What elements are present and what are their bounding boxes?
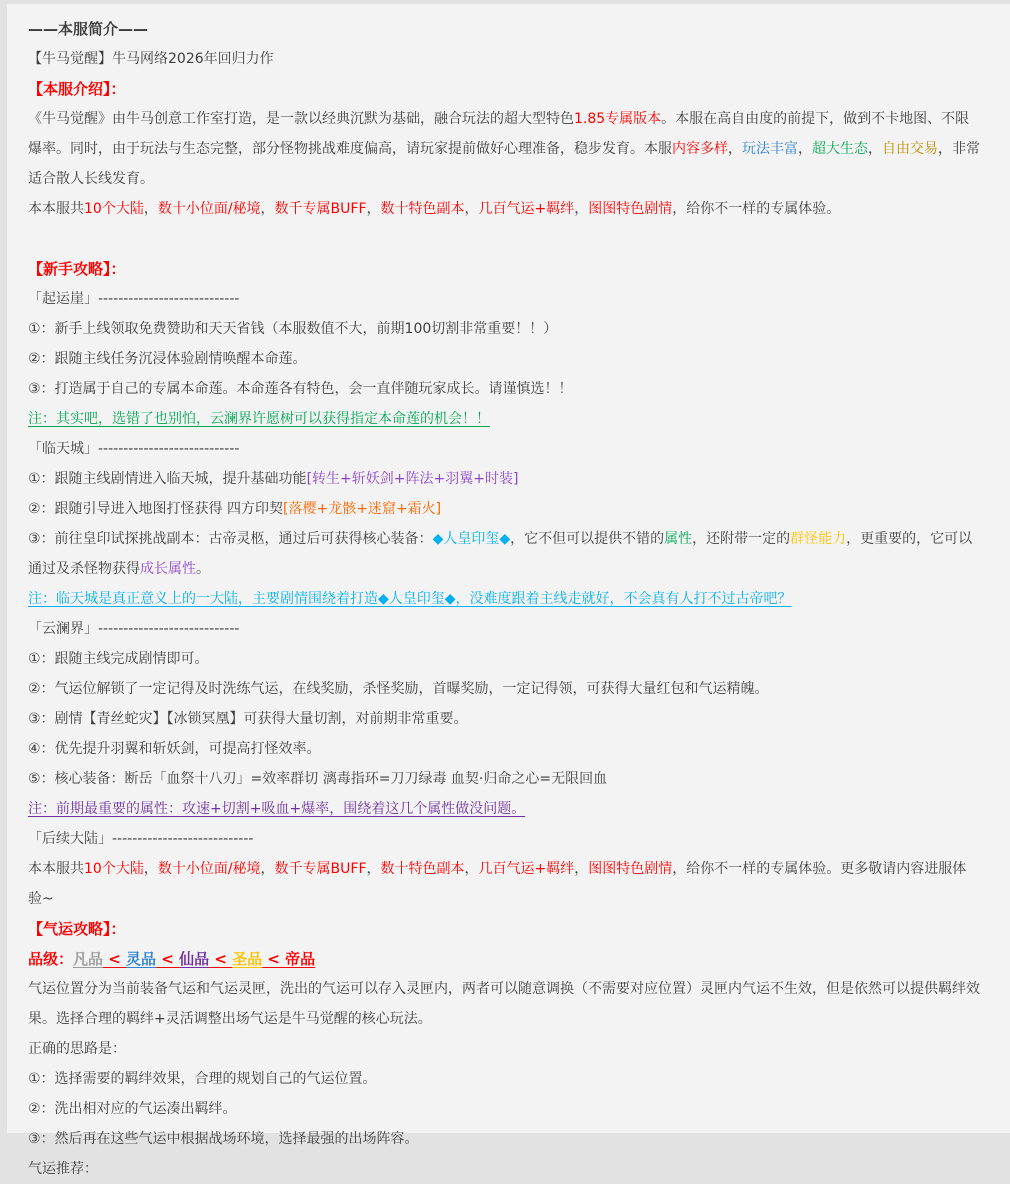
features-line-2-seg: ， [144, 861, 158, 877]
step-yunlanjie-1 [28, 644, 980, 674]
intro-paragraph-seg: 《牛马觉醒》由牛马创意工作室打造，是一款以经典沉默为基础，融合玩法的超大型特色 [28, 111, 574, 127]
luck-recommend-line-seg: 气运推荐： [28, 1161, 98, 1177]
grade-line-seg: < [103, 950, 126, 968]
grade-line-seg: 帝品 [285, 950, 315, 968]
luck-recommend-line [28, 1154, 980, 1184]
step-yunlanjie-2 [28, 674, 980, 704]
heading-server-intro [28, 74, 980, 104]
step-lintiancheng-1 [28, 464, 980, 494]
features-line-seg: ， [574, 201, 588, 217]
features-line-seg: 10个大陆 [84, 201, 144, 217]
step-yunlanjie-1-seg: ①：跟随主线完成剧情即可。 [28, 651, 209, 667]
features-line-2-seg: ， [465, 861, 479, 877]
note-attributes [28, 794, 980, 824]
heading-luck-guide-seg: 【气运攻略】： [28, 920, 126, 938]
step-qiyunya-1-seg: ①：新手上线领取免费赞助和天天省钱（本服数值不大，前期100切割非常重要！！） [28, 321, 557, 337]
heading-newbie-guide [28, 254, 980, 284]
subsection-houxudalu [28, 824, 980, 854]
subsection-houxudalu-seg: 「后续大陆」---------------------------- [28, 831, 253, 847]
step-lintiancheng-3 [28, 524, 980, 584]
features-line-seg: ， [144, 201, 158, 217]
subsection-qiyunya [28, 284, 980, 314]
features-line-2-seg: 图图特色剧情 [588, 861, 672, 877]
intro-paragraph-seg: 内容多样 [672, 141, 728, 157]
thinking-line-seg: 正确的思路是： [28, 1041, 126, 1057]
subsection-qiyunya-seg: 「起运崖」---------------------------- [28, 291, 239, 307]
subsection-yunlanjie-seg: 「云澜界」---------------------------- [28, 621, 239, 637]
step-yunlanjie-4-seg: ④：优先提升羽翼和斩妖剑，可提高打怪效率。 [28, 741, 321, 757]
step-qiyunya-3 [28, 374, 980, 404]
features-line-2 [28, 854, 980, 914]
heading-newbie-guide-seg: 【新手攻略】： [28, 260, 126, 278]
thinking-line [28, 1034, 980, 1064]
step-lintiancheng-3-seg: 。 [196, 561, 210, 577]
step-lintiancheng-2 [28, 494, 980, 524]
step-qiyunya-3-seg: ③：打造属于自己的专属本命莲。本命莲各有特色，会一直伴随玩家成长。请谨慎选！！ [28, 381, 573, 397]
note-attributes-seg: 注：前期最重要的属性：攻速+切割+吸血+爆率，围绕着这几个属性做没问题。 [28, 801, 525, 817]
intro-paragraph-seg: ，非常适合散人长线发育。 [28, 141, 980, 187]
features-line-2-seg: ， [574, 861, 588, 877]
features-line-2-seg: 本本服共 [28, 861, 84, 877]
content-page [7, 4, 1010, 1133]
subsection-lintiancheng [28, 434, 980, 464]
note-qiyunya-seg: 注：其实吧，选错了也别怕，云澜界许愿树可以获得指定本命莲的机会！！ [28, 411, 490, 427]
intro-paragraph-seg: ， [728, 141, 742, 157]
release-line [28, 44, 980, 74]
grade-line-seg: 品级： [28, 950, 73, 968]
grade-line-seg: < [156, 950, 179, 968]
intro-paragraph-seg: 超大生态 [812, 141, 868, 157]
step-lintiancheng-3-seg: ，还附带一定的 [692, 531, 790, 547]
step-qiyunya-1 [28, 314, 980, 344]
step-lintiancheng-3-seg: ，它不但可以提供不错的 [510, 531, 664, 547]
page-title-seg: ——本服简介—— [28, 20, 148, 38]
intro-paragraph-seg: ， [868, 141, 882, 157]
step-lintiancheng-2-seg: ②：跟随引导进入地图打怪获得 四方印契 [28, 501, 283, 517]
features-line [28, 194, 980, 224]
step-lintiancheng-3-seg: ◆人皇印玺◆ [433, 531, 511, 547]
step-yunlanjie-3 [28, 704, 980, 734]
release-line-seg: 【牛马觉醒】牛马网络2026年回归力作 [28, 51, 274, 67]
luck-paragraph-seg: 气运位置分为当前装备气运和气运灵匣，洗出的气运可以存入灵匣内，两者可以随意调换（不需要对应位置）灵匣内气运不生效，但是依然可以提供羁绊效果。选择合理的羁绊+灵活调整出场气运是牛马觉醒的核心玩法。 [28, 981, 980, 1027]
luck-step-1-seg: ①：选择需要的羁绊效果，合理的规划自己的气运位置。 [28, 1071, 377, 1087]
subsection-lintiancheng-seg: 「临天城」---------------------------- [28, 441, 239, 457]
post-body [7, 4, 1010, 1184]
features-line-2-seg: ， [261, 861, 275, 877]
intro-paragraph-seg: 1.85专属版本 [574, 111, 661, 127]
subsection-yunlanjie [28, 614, 980, 644]
intro-paragraph-seg: 玩法丰富 [742, 141, 798, 157]
features-line-seg: 数十特色副本 [381, 201, 465, 217]
step-qiyunya-2-seg: ②：跟随主线任务沉浸体验剧情唤醒本命莲。 [28, 351, 307, 367]
features-line-2-seg: 10个大陆 [84, 861, 144, 877]
grade-line-seg: < [209, 950, 232, 968]
intro-paragraph-seg: 。本服在高自由度的前提下，做到不卡地图、不限爆率。同时，由于玩法与生态完整，部分怪物挑战难度偏高，请玩家提前做好心理准备，稳步发育。本服 [28, 111, 969, 157]
step-qiyunya-2 [28, 344, 980, 374]
grade-line-seg: < [262, 950, 285, 968]
grade-line-seg: 灵品 [126, 950, 156, 968]
step-yunlanjie-5 [28, 764, 980, 794]
luck-step-3 [28, 1124, 980, 1154]
grade-line-seg: 圣品 [232, 950, 262, 968]
note-lintiancheng-seg: 注：临天城是真正意义上的一大陆，主要剧情围绕着打造◆人皇印玺◆，没难度跟着主线走就好，不会真有人打不过古帝吧？ [28, 591, 792, 607]
step-yunlanjie-5-seg: ⑤：核心装备：断岳「血祭十八刃」=效率群切 漓毒指环=刀刀绿毒 血契·归命之心=无限回血 [28, 771, 607, 787]
step-lintiancheng-2-seg: [落樱+龙骸+迷窟+霜火] [283, 501, 441, 517]
note-lintiancheng [28, 584, 980, 614]
step-yunlanjie-2-seg: ②：气运位解锁了一定记得及时洗练气运，在线奖励，杀怪奖励，首曝奖励，一定记得领，可获得大量红包和气运精魄。 [28, 681, 769, 697]
luck-step-2-seg: ②：洗出相对应的气运凑出羁绊。 [28, 1101, 237, 1117]
spacer-seg [28, 231, 32, 247]
step-lintiancheng-3-seg: 群怪能力 [790, 531, 846, 547]
features-line-seg: 本本服共 [28, 201, 84, 217]
step-yunlanjie-3-seg: ③：剧情【青丝蛇灾】【冰锁冥凰】可获得大量切割，对前期非常重要。 [28, 711, 468, 727]
features-line-seg: 图图特色剧情 [588, 201, 672, 217]
grade-line [28, 944, 980, 974]
features-line-2-seg: 数十小位面/秘境 [158, 861, 261, 877]
intro-paragraph-seg: 自由交易 [882, 141, 938, 157]
features-line-2-seg: ， [367, 861, 381, 877]
features-line-seg: ， [367, 201, 381, 217]
grade-line-seg: 凡品 [73, 950, 103, 968]
luck-step-1 [28, 1064, 980, 1094]
step-lintiancheng-3-seg: ，更重要的，它可以通过及杀怪物获得 [28, 531, 972, 577]
luck-paragraph [28, 974, 980, 1034]
step-yunlanjie-4 [28, 734, 980, 764]
spacer [28, 224, 980, 254]
step-lintiancheng-3-seg: 属性 [664, 531, 692, 547]
luck-step-3-seg: ③：然后再在这些气运中根据战场环境，选择最强的出场阵容。 [28, 1131, 419, 1147]
features-line-2-seg: 数十特色副本 [381, 861, 465, 877]
step-lintiancheng-1-seg: ①：跟随主线剧情进入临天城，提升基础功能 [28, 471, 307, 487]
features-line-2-seg: ，给你不一样的专属体验。更多敬请内容进服体验~ [28, 861, 966, 907]
features-line-seg: 数十小位面/秘境 [158, 201, 261, 217]
features-line-seg: ，给你不一样的专属体验。 [672, 201, 840, 217]
features-line-seg: 数千专属BUFF [275, 201, 367, 217]
step-lintiancheng-3-seg: 成长属性 [140, 561, 196, 577]
luck-step-2 [28, 1094, 980, 1124]
note-qiyunya [28, 404, 980, 434]
features-line-2-seg: 几百气运+羁绊 [479, 861, 575, 877]
page-title [28, 14, 980, 44]
grade-line-seg: 仙品 [179, 950, 209, 968]
features-line-seg: ， [261, 201, 275, 217]
heading-luck-guide [28, 914, 980, 944]
features-line-seg: 几百气运+羁绊 [479, 201, 575, 217]
intro-paragraph-seg: ， [798, 141, 812, 157]
features-line-seg: ， [465, 201, 479, 217]
heading-server-intro-seg: 【本服介绍】： [28, 80, 126, 98]
intro-paragraph [28, 104, 980, 194]
step-lintiancheng-1-seg: [转生+斩妖剑+阵法+羽翼+时装] [307, 471, 519, 487]
step-lintiancheng-3-seg: ③：前往皇印试探挑战副本：古帝灵柩，通过后可获得核心装备： [28, 531, 433, 547]
features-line-2-seg: 数千专属BUFF [275, 861, 367, 877]
